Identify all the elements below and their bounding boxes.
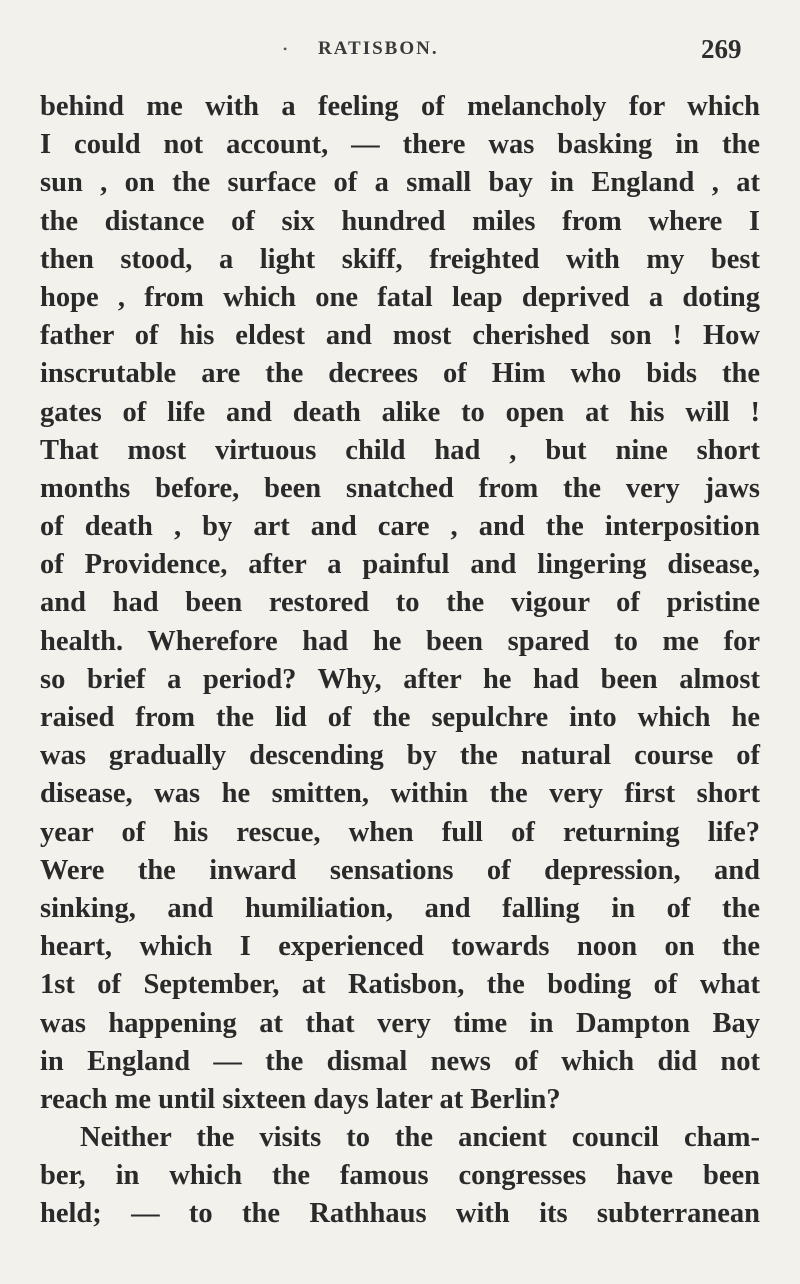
- printer-mark: •: [283, 42, 288, 56]
- text-line: 1st of September, at Ratisbon, the boding of what: [40, 969, 760, 1001]
- text-line: sinking, and humiliation, and falling in of the: [40, 892, 760, 924]
- text-line: and had been restored to the vigour of pristine: [40, 587, 760, 619]
- text-line: then stood, a light skiff, freighted with my best: [40, 243, 760, 275]
- text-line: father of his eldest and most cherished son ! How: [40, 320, 760, 352]
- text-line: reach me until sixteen days later at Berlin?: [40, 1083, 561, 1115]
- text-line: in England — the dismal news of which did not: [40, 1045, 760, 1077]
- text-line: held; — to the Rathhaus with its subterranean: [40, 1198, 760, 1230]
- text-line: months before, been snatched from the very jaws: [40, 472, 760, 504]
- text-line: Were the inward sensations of depression, and: [40, 854, 760, 886]
- text-line: so brief a period? Why, after he had been almost: [40, 663, 760, 695]
- text-line: was gradually descending by the natural course of: [40, 740, 760, 772]
- text-line: health. Wherefore had he been spared to me for: [40, 625, 760, 657]
- text-line: hope , from which one fatal leap deprived a doting: [40, 281, 760, 313]
- text-line: inscrutable are the decrees of Him who bids the: [40, 358, 760, 390]
- text-line: raised from the lid of the sepulchre into which he: [40, 702, 760, 733]
- text-line: I could not account, — there was basking in the: [40, 129, 760, 161]
- text-line: heart, which I experienced towards noon on the: [40, 931, 760, 963]
- text-line: was happening at that very time in Dampton Bay: [40, 1007, 760, 1039]
- text-line: Neither the visits to the ancient council cham-: [80, 1122, 760, 1154]
- running-head: RATISBON.: [318, 38, 439, 59]
- text-line: of Providence, after a painful and lingering disease,: [40, 549, 760, 581]
- page-number: 269: [701, 34, 742, 64]
- page-header: [0, 34, 800, 78]
- text-line: year of his rescue, when full of returning life?: [40, 816, 760, 848]
- text-line: That most virtuous child had , but nine short: [40, 434, 760, 466]
- text-line: disease, was he smitten, within the very first short: [40, 778, 760, 810]
- text-line: behind me with a feeling of melancholy for which: [40, 91, 760, 122]
- text-line: gates of life and death alike to open at his will !: [40, 396, 760, 428]
- text-line: the distance of six hundred miles from where I: [40, 205, 760, 237]
- text-line: of death , by art and care , and the interposition: [40, 511, 760, 543]
- body-text: [40, 88, 760, 1234]
- text-line: ber, in which the famous congresses have been: [40, 1160, 760, 1192]
- text-line: sun , on the surface of a small bay in England , at: [40, 167, 760, 199]
